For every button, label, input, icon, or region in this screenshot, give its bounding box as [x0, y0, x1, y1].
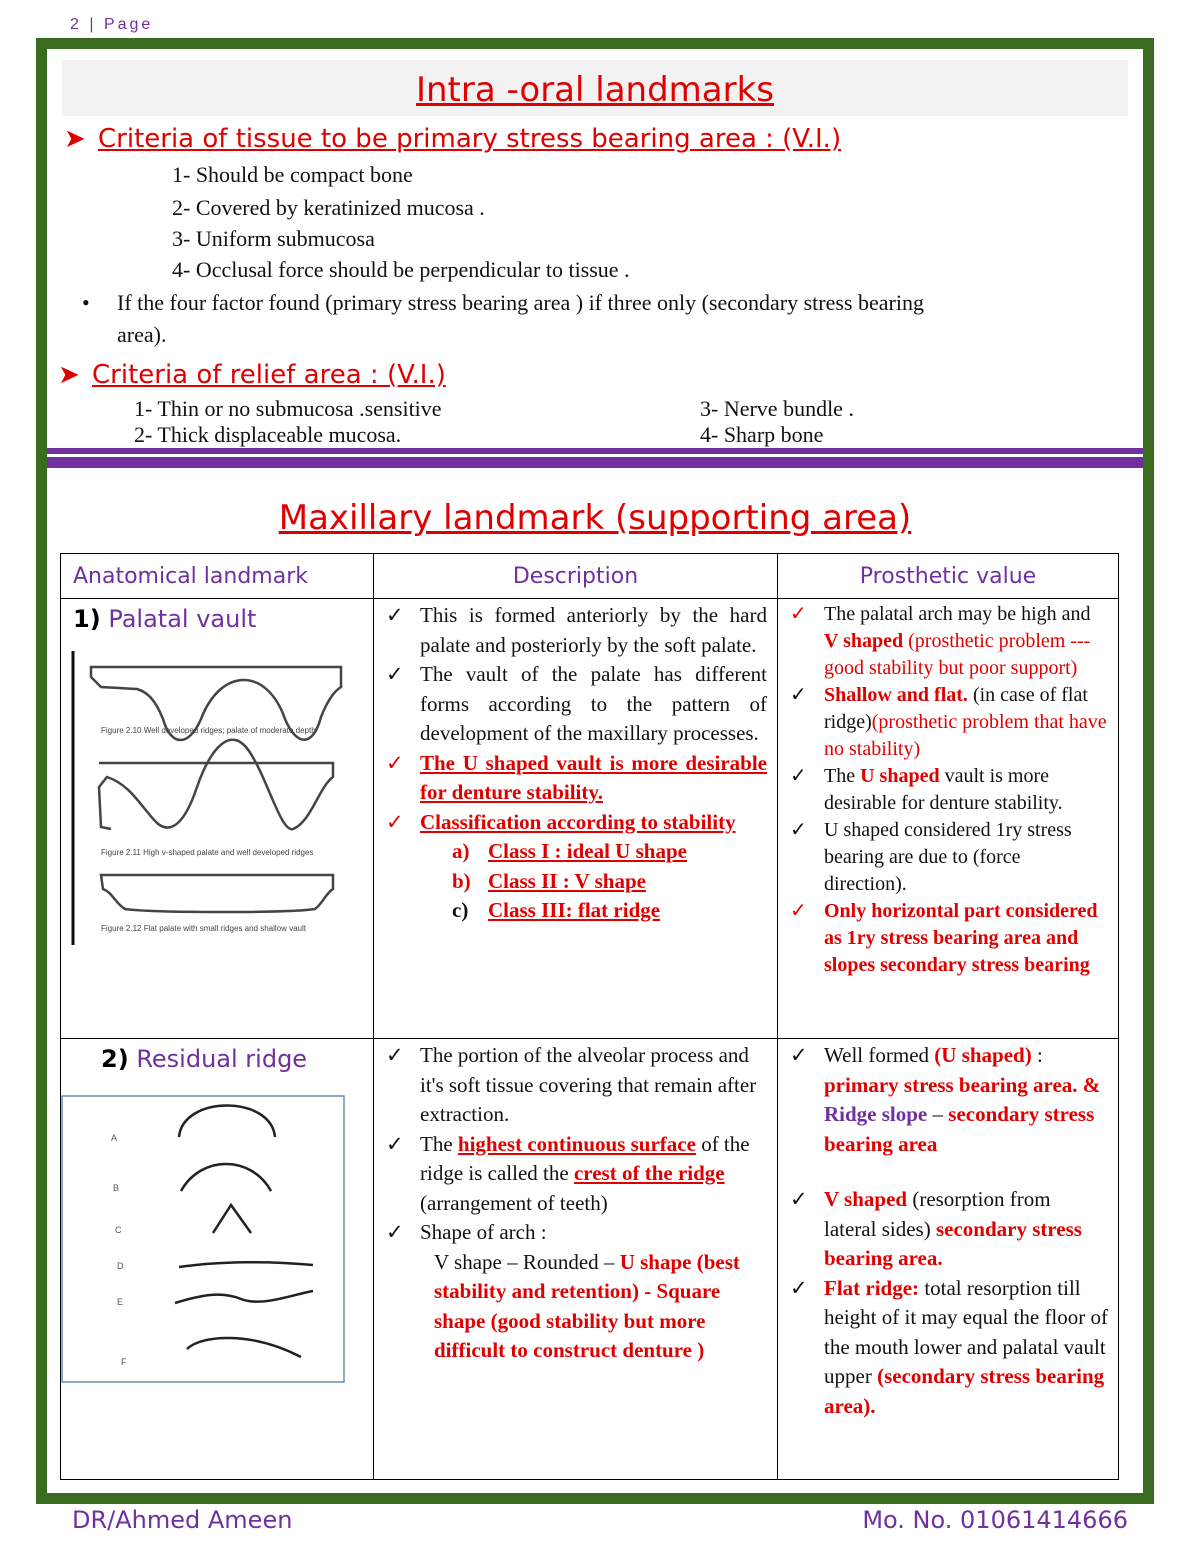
- header-description: Description: [374, 554, 778, 599]
- class-item: a) Class I : ideal U shape: [452, 839, 687, 863]
- prosthetic-value-cell: [778, 1039, 1119, 1480]
- checkmark-icon: ✓: [386, 750, 404, 775]
- checkmark-icon: ✓: [790, 765, 807, 787]
- landmark-title: Palatal vault: [108, 605, 257, 633]
- list-item: ✓ The highest continuous surface of the ridge is called the crest of the ridge (arrangement of teeth): [386, 1131, 750, 1215]
- list-item: ✓ Only horizontal part considered as 1ry stress bearing area and slopes secondary stress bearing: [790, 900, 1098, 976]
- primary-criteria-note-cont: area).: [117, 322, 167, 347]
- checkmark-icon: ✓: [790, 900, 807, 922]
- page-title: Intra -oral landmarks: [415, 70, 775, 110]
- class-item: b) Class II : V shape: [452, 868, 646, 893]
- figure-label: C: [115, 1225, 122, 1235]
- class-item: c) Class III: flat ridge: [452, 898, 661, 922]
- list-item: ✓ The vault of the palate has different forms according to the pattern of development of the maxillary processes.: [386, 662, 767, 745]
- figure-label: F: [121, 1357, 127, 1367]
- landmark-number: 1): [73, 605, 101, 633]
- relief-criteria-item: 4- Sharp bone: [700, 422, 824, 447]
- relief-criteria-item: 2- Thick displaceable mucosa.: [134, 422, 402, 447]
- figure-label: A: [111, 1133, 118, 1143]
- checkmark-icon: ✓: [790, 603, 807, 625]
- list-item: ✓ The palatal arch may be high and V shaped (prosthetic problem --- good stability but poor support): [790, 603, 1091, 679]
- palatal-vault-figure: [71, 647, 353, 949]
- list-item: ✓ Shallow and flat. (in case of flat ridge)(prosthetic problem that have no stability): [790, 684, 1107, 760]
- arrow-bullet-icon: ➤: [64, 124, 86, 153]
- landmark-title: Residual ridge: [136, 1045, 308, 1073]
- list-item: ✓ The U shaped vault is more desirable for denture stability.: [386, 750, 767, 804]
- list-item: ✓ The U shaped vault is more desirable for denture stability.: [790, 765, 1063, 814]
- landmark-number: 2): [101, 1045, 129, 1073]
- landmark-name: [61, 599, 373, 633]
- list-item: ✓ Shape of arch :: [374, 1218, 777, 1248]
- footer-author: DR/Ahmed Ameen: [72, 1506, 293, 1534]
- section-divider: [47, 448, 1143, 468]
- landmark-name: [61, 1039, 373, 1073]
- arch-shapes-text: V shape – Rounded – U shape (best stability and retention) - Square shape (good stability but more difficult to construct denture ): [434, 1249, 740, 1362]
- residual-ridge-figure: [61, 1095, 347, 1385]
- checkmark-icon: ✓: [790, 1275, 808, 1300]
- landmark-cell: [61, 1039, 374, 1480]
- figure-label: D: [117, 1261, 124, 1271]
- landmark-table: [60, 553, 1119, 1480]
- section-title: Maxillary landmark (supporting area): [278, 498, 912, 538]
- figure-label: B: [113, 1183, 120, 1193]
- figure-caption: Figure 2.11 High v-shaped palate and well developed ridges: [101, 848, 314, 857]
- checkmark-icon: ✓: [386, 662, 404, 686]
- relief-criteria-item: 3- Nerve bundle .: [700, 396, 854, 421]
- list-item: ✓ Well formed (U shaped) : primary stress bearing area. & Ridge slope – secondary stress bearing area: [790, 1043, 1101, 1156]
- primary-criteria-item: 1- Should be compact bone: [172, 162, 413, 187]
- footer-phone: Mo. No. 01061414666: [862, 1506, 1128, 1534]
- checkmark-icon: ✓: [790, 1187, 808, 1211]
- arrow-bullet-icon: ➤: [58, 360, 80, 389]
- list-item: ✓ Flat ridge: total resorption till height of it may equal the floor of the mouth lower and palatal vault upper (secondary stress bearing area).: [790, 1275, 1109, 1418]
- figure-caption: Figure 2.12 Flat palate with small ridges and shallow vault: [101, 924, 306, 933]
- landmark-cell: [61, 599, 374, 1039]
- description-cell: [374, 1039, 778, 1480]
- checkmark-icon: ✓: [386, 809, 404, 834]
- primary-criteria-item: 2- Covered by keratinized mucosa .: [172, 195, 485, 220]
- checkmark-icon: ✓: [386, 1043, 404, 1067]
- checkmark-icon: ✓: [386, 1131, 404, 1156]
- relief-criteria-item: 1- Thin or no submucosa .sensitive: [134, 396, 442, 421]
- header-prosthetic-value: Prosthetic value: [778, 554, 1119, 599]
- figure-label: E: [117, 1297, 124, 1307]
- checkmark-icon: ✓: [790, 684, 807, 706]
- primary-criteria-item: 4- Occlusal force should be perpendicular to tissue .: [172, 257, 630, 282]
- list-item: ✓ V shaped (resorption from lateral sides) secondary stress bearing area.: [790, 1187, 1082, 1270]
- description-cell: [374, 599, 778, 1039]
- list-item: ✓ The portion of the alveolar process and it's soft tissue covering that remain after extraction.: [386, 1043, 757, 1126]
- checkmark-icon: ✓: [790, 819, 807, 841]
- list-item: ✓ This is formed anteriorly by the hard palate and posteriorly by the soft palate.: [386, 603, 767, 657]
- checkmark-icon: ✓: [386, 603, 404, 627]
- prosthetic-value-cell: [778, 599, 1119, 1039]
- bullet-dot-icon: •: [82, 290, 90, 315]
- header-landmark: Anatomical landmark: [61, 554, 374, 599]
- relief-criteria-heading: Criteria of relief area : (V.I.): [92, 360, 446, 390]
- primary-criteria-heading: Criteria of tissue to be primary stress bearing area : (V.I.): [98, 124, 842, 154]
- figure-caption: Figure 2.10 Well developed ridges; palate of moderate depth: [101, 726, 316, 735]
- page-number: 2 | Page: [70, 16, 154, 33]
- table-row: [61, 1039, 1119, 1480]
- checkmark-icon: ✓: [386, 1220, 404, 1244]
- table-row: [61, 599, 1119, 1039]
- primary-criteria-note: If the four factor found (primary stress bearing area ) if three only (secondary stress bearing: [117, 290, 924, 315]
- list-item: ✓ Classification according to stability: [374, 808, 777, 838]
- checkmark-icon: ✓: [790, 1043, 808, 1067]
- primary-criteria-item: 3- Uniform submucosa: [172, 226, 375, 251]
- list-item: ✓ U shaped considered 1ry stress bearing are due to (force direction).: [790, 819, 1072, 895]
